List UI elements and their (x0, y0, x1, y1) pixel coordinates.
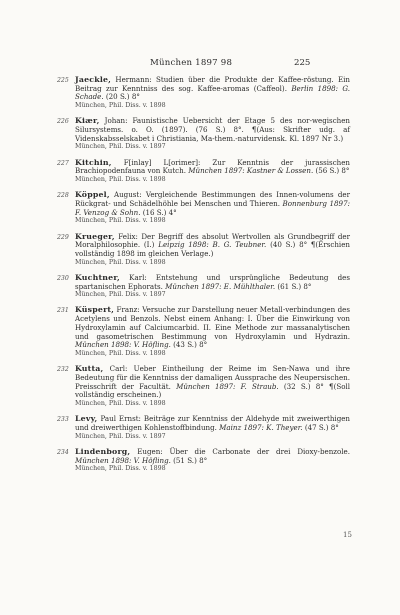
bibliographic-entry (57, 76, 350, 110)
entry-title: August: Vergleichende Bestimmungen des Innen-volumens der Rückgrat- und Schädelhöhle bei Menschen und Thieren. (75, 190, 350, 208)
entry-title: F[inlay] L[orimer]: Zur Kenntnis der jurassischen Brachiopodenfauna von Kutch. (75, 157, 350, 176)
entry-title: Karl: Entstehung und ursprüngliche Bedeutung des spartanischen Ephorats. (75, 272, 350, 291)
entry-number: 228 (57, 192, 69, 200)
entry-imprint: Berlin 1898: G. Schade. (75, 83, 350, 102)
entry-title: Felix: Der Begriff des absolut Wertvollen als Grundbegriff der Moralphilosophie. (I.) (75, 231, 350, 250)
entry-title: Eugen: Über die Carbonate der drei Dioxy-benzole. (137, 446, 350, 456)
bibliographic-entry (57, 159, 350, 185)
entry-text (75, 233, 350, 259)
entry-thesis-note: München, Phil. Diss. v. 1897 (75, 291, 166, 299)
entry-author: Jaeckle, (75, 75, 112, 84)
entry-thesis-note: München, Phil. Diss. v. 1898 (75, 258, 166, 266)
entry-author: Kutta, (75, 364, 104, 374)
entry-extent: (43 S.) 8° (173, 340, 208, 350)
entry-extent: (61 S.) 8° (277, 281, 312, 291)
entry-text (75, 191, 350, 217)
entry-thesis-note: München, Phil. Diss. v. 1898 (75, 102, 166, 110)
entry-author: Kuchtner, (75, 272, 120, 282)
entry-text (75, 159, 350, 176)
entry-title: Paul Ernst: Beiträge zur Kenntniss der Aldehyde mit zweiwerthigen und dreiwerthigen Kohlenstoffbindung. (75, 414, 350, 432)
entry-extent: (47 S.) 8° (304, 422, 339, 432)
entry-imprint: Leipzig 1898: B. G. Teubner. (158, 240, 267, 250)
entry-text (75, 415, 350, 432)
entry-imprint: München 1897: E. Mühlthaler. (165, 281, 276, 291)
entry-title: Carl: Ueber Eintheilung der Reime im Sen-Nawa und ihre Bedeutung für die Kenntniss der damaligen Aussprache des Neupersischen. Preisschrift der Facultät. (75, 364, 350, 391)
entry-text (75, 117, 350, 143)
entry-title: Franz: Versuche zur Darstellung neuer Metall-verbindungen des Acetylens und Benzols. Nebst einem Anhang: I. Über die Einwirkung von Hydroxylamin auf Calciumcarbid. II. Eine Methode zur massanalytischen und gasometrischen Bestimmung von Hydroxylamin und Hydrazin. (75, 305, 350, 341)
entry-extent: (51 S.) 8° (173, 455, 208, 465)
entry-number: 231 (57, 307, 69, 315)
entry-text (75, 448, 350, 465)
entry-title: Johan: Faunistische Uebersicht der Etage 5 des nor-wegischen Silursystems. o. O. (1897). (76 S.) 8°. ¶(Aus: Skrifter udg. af Videnskabsselskabet i Christiania, Ma-them.-naturvidensk. Kl. 1897 Nr 3.) (75, 116, 351, 143)
entry-imprint: München 1897: F. Straub. (176, 381, 279, 391)
entry-number: 226 (57, 118, 69, 126)
entry-extent: (56 S.) 8° (315, 166, 350, 176)
running-title: München 1897 98 (150, 58, 233, 68)
entry-author: Krueger, (75, 231, 115, 241)
entry-text (75, 76, 350, 102)
entry-number: 232 (57, 366, 69, 374)
entry-thesis-note: München, Phil. Diss. v. 1898 (75, 349, 166, 357)
page-header (0, 58, 400, 72)
bibliographic-entry (57, 117, 350, 151)
entry-extent: (20 S.) 8° (105, 92, 140, 102)
entry-imprint: München 1898: V. Höfling. (75, 340, 171, 350)
bibliographic-entry (57, 448, 350, 474)
dissertation-list (57, 76, 350, 480)
bibliographic-entry (57, 415, 350, 441)
entry-number: 227 (57, 159, 69, 167)
entry-title: Hermann: Studien über die Produkte der Kaffee-röstung. Ein Beitrag zur Kenntniss des sog. Kaffee-aromas (Caffeol). (75, 75, 350, 93)
entry-thesis-note: München, Phil. Diss. v. 1897 (75, 143, 166, 151)
bibliographic-entry (57, 274, 350, 300)
entry-number: 230 (57, 274, 69, 282)
entry-imprint: Mainz 1897: K. Theyer. (219, 422, 303, 432)
entry-number: 233 (57, 416, 69, 424)
bibliographic-entry (57, 233, 350, 267)
entry-text (75, 365, 350, 400)
entry-number: 225 (57, 77, 69, 84)
entry-imprint: München 1898: V. Höfling. (75, 455, 171, 465)
bibliographic-entry (57, 306, 350, 358)
bibliographic-entry (57, 191, 350, 225)
entry-author: Köppel, (75, 190, 110, 200)
entry-extent: (32 S.) 8° ¶(Soll vollständig erscheinen.) (75, 381, 351, 400)
entry-thesis-note: München, Phil. Diss. v. 1898 (75, 465, 166, 473)
entry-thesis-note: München, Phil. Diss. v. 1897 (75, 432, 166, 440)
entry-thesis-note: München, Phil. Diss. v. 1898 (75, 400, 166, 407)
entry-imprint: München 1897: Kastner & Lossen. (188, 166, 314, 176)
entry-thesis-note: München, Phil. Diss. v. 1898 (75, 217, 166, 225)
entry-number: 234 (57, 448, 69, 456)
entry-author: Levy, (75, 414, 98, 424)
entry-extent: (40 S.) 8° ¶(Erschien vollständig 1898 im gleichen Verlage.) (75, 240, 350, 258)
entry-thesis-note: München, Phil. Diss. v. 1898 (75, 176, 166, 184)
bibliographic-entry (57, 365, 350, 408)
entry-author: Küspert, (75, 305, 115, 315)
entry-text (75, 306, 350, 350)
entry-imprint: Bonnenburg 1897: F. Venzog & Sohn. (75, 198, 350, 217)
entry-extent: (16 S.) 4° (142, 207, 177, 217)
entry-number: 229 (57, 233, 69, 241)
entry-author: Kitchin, (75, 157, 112, 167)
page-number: 225 (294, 58, 311, 68)
signature-mark: 15 (343, 531, 352, 539)
entry-author: Lindenborg, (75, 446, 131, 456)
entry-author: Kiær, (75, 116, 100, 126)
entry-text (75, 274, 350, 291)
